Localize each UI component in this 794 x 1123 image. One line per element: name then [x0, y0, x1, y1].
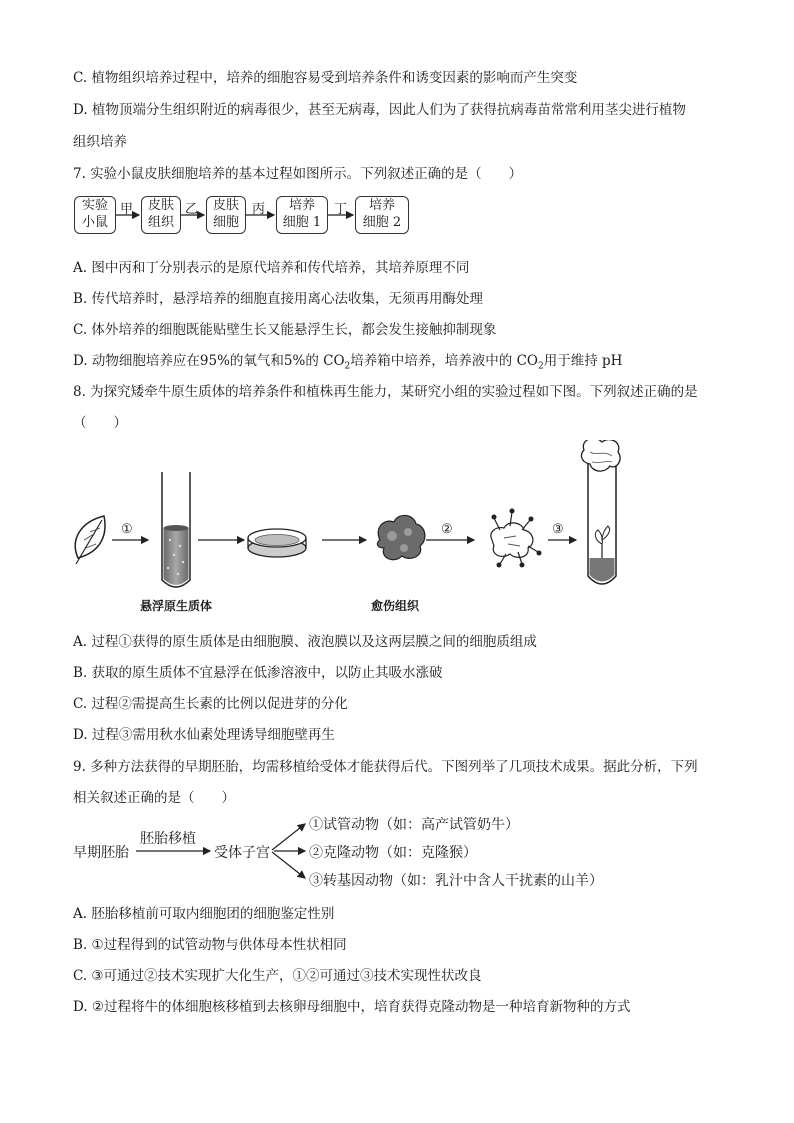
q6-option-d-line1: D. 植物顶端分生组织附近的病毒很少，甚至无病毒，因此人们为了获得抗病毒苗常常利用茎尖进行植物 — [73, 102, 686, 118]
q9-option-b: B. ①过程得到的试管动物与供体母本性状相同 — [73, 937, 347, 953]
q8-step-label-1: ① — [121, 522, 133, 537]
callus-icon — [377, 515, 425, 559]
q9-arrow-branch-1 — [272, 824, 305, 850]
test-tube-plantlet-icon — [582, 440, 621, 584]
q7-stem: 7. 实验小鼠皮肤细胞培养的基本过程如图所示。下列叙述正确的是（ ） — [73, 166, 523, 182]
q7-arrow-label-ding: 丁 — [334, 202, 348, 217]
q9-figure-arrows — [0, 800, 794, 900]
q8-figure-drawing — [0, 440, 794, 600]
q9-arrow-branch-3 — [272, 852, 305, 878]
q8-option-c: C. 过程②需提高生长素的比例以促进芽的分化 — [73, 696, 348, 712]
q8-step-label-2: ② — [441, 522, 453, 537]
q7-box-culture-cell-1: 培养 细胞 1 — [276, 196, 328, 234]
test-tube-protoplast-icon — [162, 472, 190, 587]
q7-option-c: C. 体外培养的细胞既能贴壁生长又能悬浮生长，都会发生接触抑制现象 — [73, 322, 497, 338]
q6-option-d-line2: 组织培养 — [73, 134, 127, 150]
callus-with-buds-icon — [491, 509, 542, 568]
q7-option-a: A. 图中丙和丁分别表示的是原代培养和传代培养，其培养原理不同 — [73, 260, 470, 276]
q7-option-b: B. 传代培养时，悬浮培养的细胞直接用离心法收集，无须再用酶处理 — [73, 291, 484, 307]
q7-box-skin-tissue: 皮肤 组织 — [141, 196, 181, 234]
q7-flow-arrows — [0, 0, 794, 260]
q7-box-mouse: 实验 小鼠 — [74, 196, 116, 234]
q9-arrow-label-transfer: 胚胎移植 — [140, 831, 196, 847]
q8-option-a: A. 过程①获得的原生质体是由细胞膜、液泡膜以及这两层膜之间的细胞质组成 — [73, 634, 537, 650]
q7-box-culture-cell-2: 培养 细胞 2 — [355, 196, 409, 234]
q8-stem-line2: （ ） — [73, 415, 127, 431]
q8-option-d: D. 过程③需用秋水仙素处理诱导细胞壁再生 — [73, 727, 335, 743]
q9-recipient-uterus: 受体子宫 — [214, 845, 270, 861]
q9-option-d: D. ②过程将牛的体细胞核移植到去核卵母细胞中，培育获得克隆动物是一种培育新物种的方式 — [73, 999, 631, 1015]
q9-outcome-3: ③转基因动物（如：乳汁中含人干扰素的山羊） — [309, 873, 603, 889]
q9-early-embryo: 早期胚胎 — [73, 845, 129, 861]
q7-arrow-label-jia: 甲 — [120, 202, 134, 217]
q8-stem-line1: 8. 为探究矮牵牛原生质体的培养条件和植株再生能力，某研究小组的实验过程如下图。下列叙述正确的是 — [73, 384, 698, 400]
q9-option-c: C. ③可通过②技术实现扩大化生产，①②可通过③技术实现性状改良 — [73, 968, 482, 984]
q7-box-skin-cell: 皮肤 细胞 — [206, 196, 246, 234]
q7-option-d: D. 动物细胞培养应在95%的氧气和5%的 $CO_2$培养箱中培养，培养液中的 $CO_2$用于维持 pH — [73, 353, 623, 372]
q7-arrow-label-bing: 丙 — [252, 202, 266, 217]
q9-option-a: A. 胚胎移植前可取内细胞团的细胞鉴定性别 — [73, 906, 335, 922]
q7-arrow-label-yi: 乙 — [185, 202, 199, 217]
petri-dish-icon — [248, 529, 306, 557]
q8-step-label-3: ③ — [552, 522, 564, 537]
q9-stem-line1: 9. 多种方法获得的早期胚胎，均需移植给受体才能获得后代。下图列举了几项技术成果。据此分析，下列 — [73, 759, 698, 775]
q8-option-b: B. 获取的原生质体不宜悬浮在低渗溶液中，以防止其吸水涨破 — [73, 665, 443, 681]
q9-outcome-1: ①试管动物（如：高产试管奶牛） — [309, 817, 519, 833]
q8-caption-callus: 愈伤组织 — [371, 599, 420, 613]
q9-outcome-2: ②克隆动物（如：克隆猴） — [309, 845, 477, 861]
q9-stem-line2: 相关叙述正确的是（ ） — [73, 790, 235, 806]
q6-option-c: C. 植物组织培养过程中，培养的细胞容易受到培养条件和诱变因素的影响而产生突变 — [73, 70, 578, 86]
q8-caption-protoplast: 悬浮原生质体 — [140, 599, 213, 613]
leaf-icon — [75, 516, 105, 564]
